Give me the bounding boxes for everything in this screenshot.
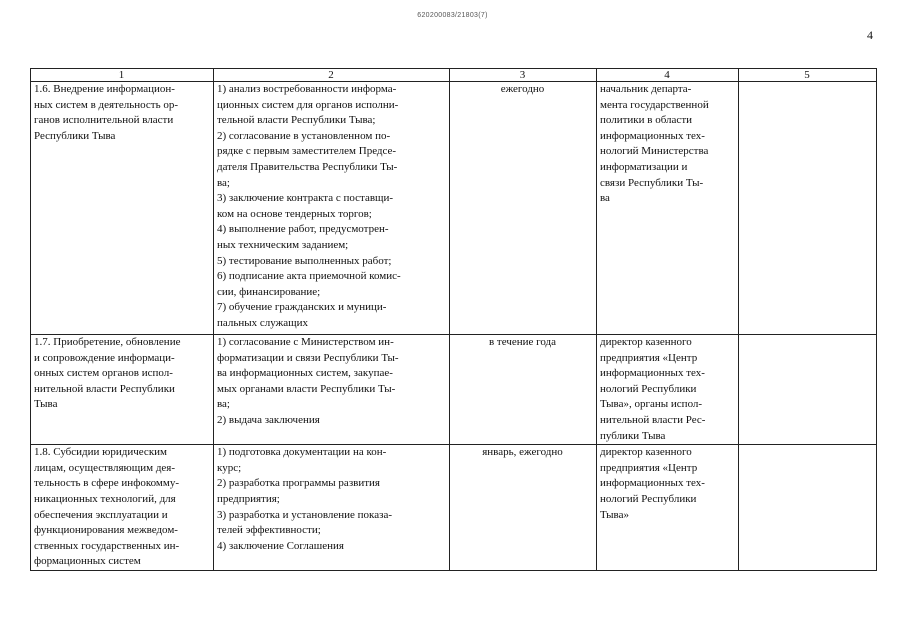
cell-text-line: ганов исполнительной власти <box>34 114 174 127</box>
cell-text-line: предприятия; <box>217 492 280 505</box>
cell-text-line: нологий Республики <box>600 492 697 505</box>
notes-cell <box>739 82 877 335</box>
cell-text-line: в течение года <box>488 336 557 348</box>
table-row <box>31 335 877 445</box>
cell-text-line: дателя Правительства Республики Ты- <box>217 160 398 173</box>
cell-text-line: Республики Тыва <box>34 129 116 142</box>
cell-text-line: и сопровождение информаци- <box>34 351 175 364</box>
cell-text-line: тельной власти Республики Тыва; <box>217 114 376 127</box>
cell-text-line: ва; <box>217 398 230 411</box>
cell-text-line: директор казенного <box>600 336 692 348</box>
cell-text-line: ва; <box>217 176 230 189</box>
cell-text-line: 3) заключение контракта с поставщи- <box>217 192 394 205</box>
cell-text-line: мента государственной <box>600 98 709 111</box>
responsible-cell <box>597 335 739 445</box>
cell-text-line: 1.8. Субсидии юридическим <box>34 446 168 459</box>
cell-text-line: рядке с первым заместителем Предсе- <box>217 145 397 158</box>
cell-text-line: 6) подписание акта приемочной комис- <box>217 270 401 283</box>
cell-text-line: 5) тестирование выполненных работ; <box>217 254 392 267</box>
responsible-cell <box>597 82 739 335</box>
cell-text-line: 1) подготовка документации на кон- <box>217 446 387 459</box>
cell-text-line: ственных государственных ин- <box>34 539 180 552</box>
cell-text-line: информационных тех- <box>600 129 705 142</box>
cell-text-line: 3) разработка и установление показа- <box>217 508 392 521</box>
cell-text-line: форматизации и связи Республики Ты- <box>217 351 399 364</box>
column-header-3: 3 <box>450 69 597 82</box>
cell-text-line: 4) выполнение работ, предусмотрен- <box>217 223 389 236</box>
cell-text-line: информационных тех- <box>600 367 705 380</box>
cell-text-line: публики Тыва <box>600 429 666 442</box>
cell-text-line: директор казенного <box>600 446 692 459</box>
cell-text-line: ва <box>600 192 610 205</box>
cell-text-line: 2) разработка программы развития <box>217 477 380 490</box>
deadline-cell <box>450 445 597 571</box>
actions-cell <box>214 335 450 445</box>
header-row <box>31 69 877 82</box>
cell-text-line: 2) выдача заключения <box>217 413 320 426</box>
column-header-1: 1 <box>31 69 214 82</box>
cell-text-line: 7) обучение гражданских и муници- <box>217 301 387 314</box>
deadline-cell <box>450 82 597 335</box>
cell-text-line: Тыва <box>34 398 58 411</box>
actions-cell <box>214 445 450 571</box>
cell-text-line: пальных служащих <box>217 316 308 329</box>
cell-text-line: январь, ежегодно <box>482 446 563 459</box>
cell-text-line: нительной власти Республики <box>34 382 175 395</box>
cell-text-line: нительной власти Рес- <box>600 413 706 426</box>
table-row <box>31 82 877 335</box>
column-header-2: 2 <box>214 69 450 82</box>
cell-text-line: нологий Республики <box>600 382 697 395</box>
cell-text-line: ционных систем для органов исполни- <box>217 98 399 111</box>
deadline-cell <box>450 335 597 445</box>
measure-cell <box>31 82 214 335</box>
cell-text-line: связи Республики Ты- <box>600 176 704 189</box>
cell-text-line: тельность в сфере инфокомму- <box>34 477 179 490</box>
cell-text-line: мых органами власти Республики Ты- <box>217 382 396 395</box>
measure-cell <box>31 335 214 445</box>
responsible-cell <box>597 445 739 571</box>
notes-cell <box>739 335 877 445</box>
cell-text-line: Тыва», органы испол- <box>600 398 703 411</box>
table-row <box>31 445 877 571</box>
cell-text-line: онных систем органов испол- <box>34 367 173 380</box>
page-number: 4 <box>867 28 873 42</box>
cell-text-line: ва информационных систем, закупае- <box>217 367 393 380</box>
cell-text-line: предприятия «Центр <box>600 351 698 364</box>
cell-text-line: 2) согласование в установленном по- <box>217 129 391 142</box>
cell-text-line: начальник департа- <box>600 83 692 95</box>
column-header-5: 5 <box>739 69 877 82</box>
cell-text-line: Тыва» <box>600 508 629 521</box>
cell-text-line: телей эффективности; <box>217 524 321 537</box>
cell-text-line: политики в области <box>600 114 693 127</box>
cell-text-line: сии, финансирование; <box>217 285 321 298</box>
document-code: 620200083/21803(7) <box>417 12 488 19</box>
cell-text-line: информатизации и <box>600 160 688 173</box>
column-header-4: 4 <box>597 69 739 82</box>
cell-text-line: предприятия «Центр <box>600 461 698 474</box>
cell-text-line: 4) заключение Соглашения <box>217 539 344 552</box>
plan-table <box>30 68 877 571</box>
cell-text-line: ных техническим заданием; <box>217 238 349 251</box>
cell-text-line: 1.6. Внедрение информацион- <box>34 83 175 95</box>
notes-cell <box>739 445 877 571</box>
cell-text-line: обеспечения эксплуатации и <box>34 508 168 521</box>
cell-text-line: 1.7. Приобретение, обновление <box>34 336 181 348</box>
actions-cell <box>214 82 450 335</box>
cell-text-line: формационных систем <box>34 555 141 568</box>
cell-text-line: 1) анализ востребованности информа- <box>217 83 397 95</box>
cell-text-line: лицам, осуществляющим дея- <box>34 461 176 474</box>
cell-text-line: ком на основе тендерных торгов; <box>217 207 372 220</box>
cell-text-line: информационных тех- <box>600 477 705 490</box>
cell-text-line: ежегодно <box>500 83 545 95</box>
cell-text-line: 1) согласование с Министерством ин- <box>217 336 394 348</box>
cell-text-line: никационных технологий, для <box>34 492 176 505</box>
cell-text-line: функционирования межведом- <box>34 524 178 537</box>
measure-cell <box>31 445 214 571</box>
cell-text-line: нологий Министерства <box>600 145 709 158</box>
cell-text-line: курс; <box>217 461 242 474</box>
cell-text-line: ных систем в деятельность ор- <box>34 98 179 111</box>
